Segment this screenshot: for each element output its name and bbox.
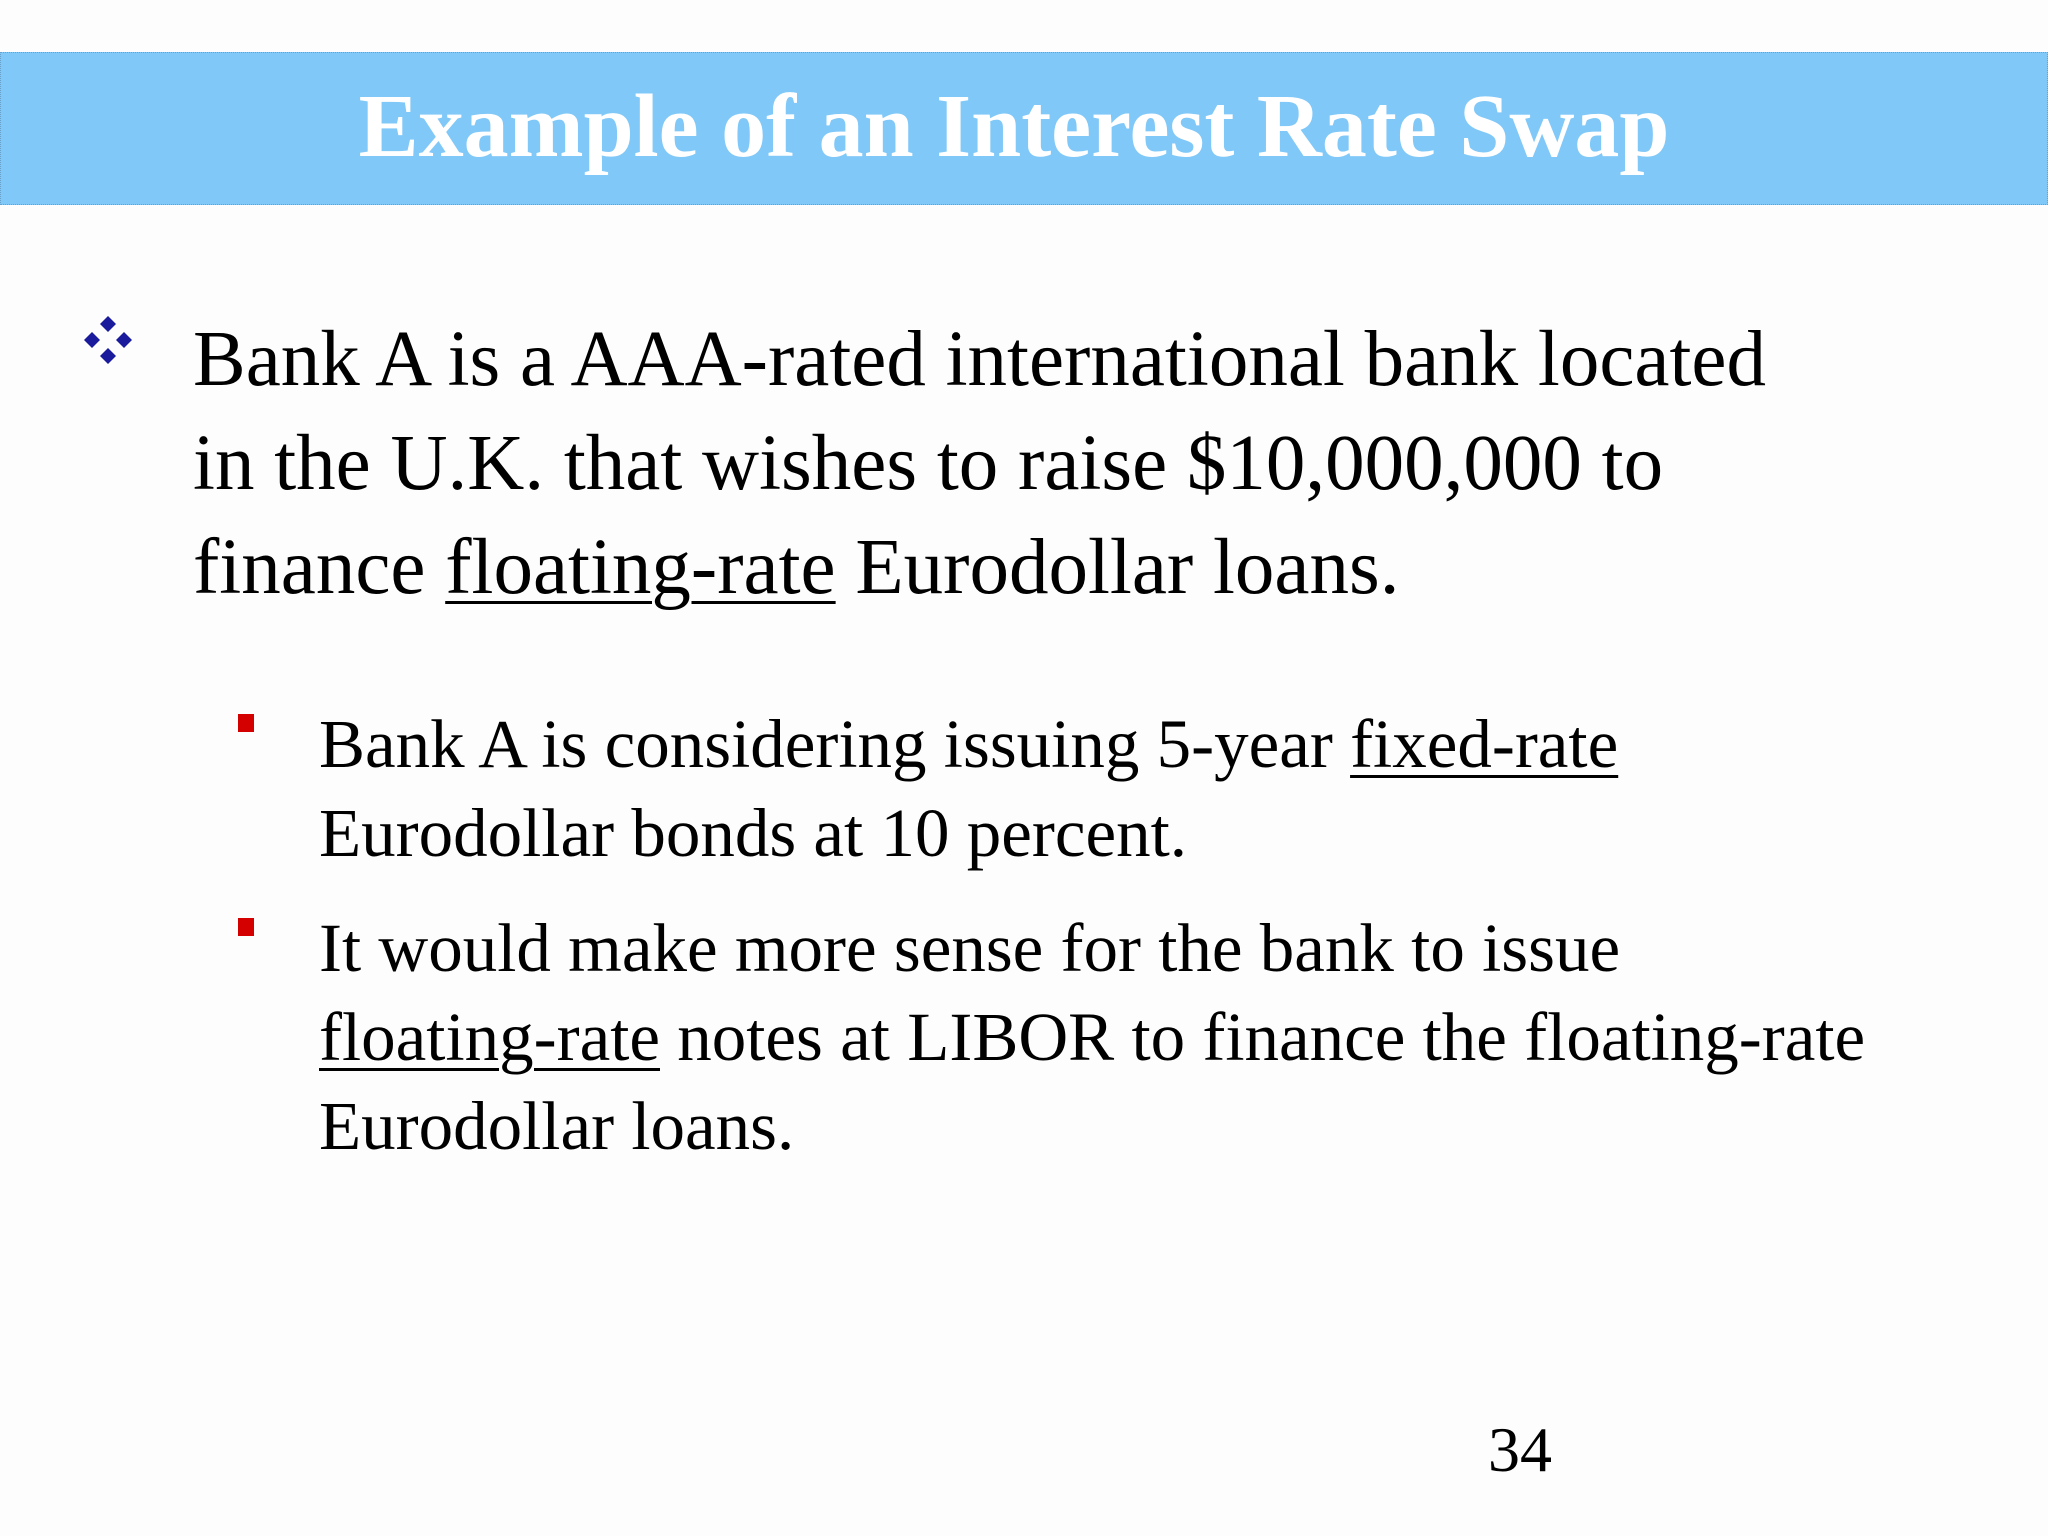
main-bullet-line-1: Bank A is a AAA-rated international bank located [193, 316, 1766, 403]
sub-bullet-text [319, 904, 2019, 1171]
sub-bullet-text [319, 700, 2019, 878]
red-square-icon [238, 918, 254, 936]
sub-bullet-2-line-2-post: notes at LIBOR to finance the floating-rate [660, 999, 1866, 1075]
sub-bullet-1-line-1 [319, 700, 2019, 789]
sub-bullet-2-line-1: It would make more sense for the bank to issue [319, 910, 1621, 986]
main-bullet-line-3 [193, 516, 1993, 620]
red-square-icon [238, 714, 254, 732]
title-bar [0, 52, 2048, 205]
sub-bullet-2-line-2 [319, 993, 2019, 1082]
underlined-fixed-rate: fixed-rate [1350, 706, 1619, 782]
page-number: 34 [1488, 1414, 1552, 1485]
sub-bullet-1-line-2: Eurodollar bonds at 10 percent. [319, 795, 1187, 871]
underlined-floating-rate: floating-rate [445, 524, 836, 611]
slide-title: Example of an Interest Rate Swap [358, 76, 1670, 176]
main-bullet-line-3-pre: finance [193, 524, 446, 611]
main-bullet-line-3-post: Eurodollar loans. [835, 524, 1400, 611]
diamond-cluster-icon [78, 312, 138, 372]
sub-bullet-1-line-1-pre: Bank A is considering issuing 5-year [319, 706, 1351, 782]
main-bullet-line-2: in the U.K. that wishes to raise $10,000,000 to [193, 420, 1664, 507]
underlined-floating-rate: floating-rate [319, 999, 660, 1075]
sub-bullet-2-line-3: Eurodollar loans. [319, 1088, 795, 1164]
main-bullet-text [193, 308, 1993, 620]
